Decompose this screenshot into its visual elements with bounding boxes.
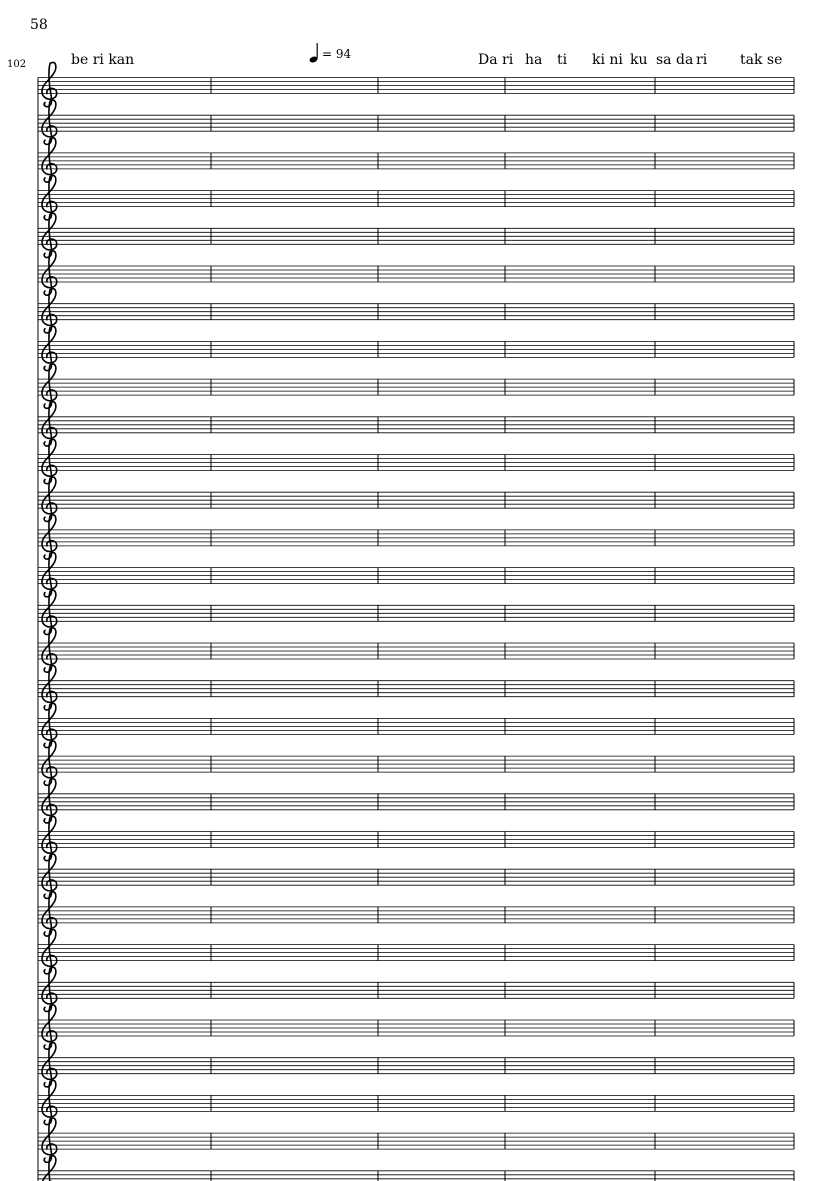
staff bbox=[38, 176, 794, 220]
staff bbox=[38, 892, 794, 936]
staff bbox=[38, 967, 794, 1011]
lyric-syllable: be ri kan bbox=[71, 52, 135, 68]
staff bbox=[38, 666, 794, 710]
staff bbox=[38, 364, 794, 408]
lyric-syllable: tak se bbox=[740, 52, 783, 68]
staff bbox=[38, 1118, 794, 1162]
measure-number: 102 bbox=[7, 59, 27, 70]
lyric-syllable: ku bbox=[630, 52, 648, 68]
staff bbox=[38, 326, 794, 370]
staff bbox=[38, 816, 794, 860]
staff bbox=[38, 553, 794, 597]
lyric-syllable: ri bbox=[696, 52, 708, 68]
lyric-syllable: sa da bbox=[656, 52, 694, 68]
lyric-syllable: ha bbox=[525, 52, 543, 68]
staff bbox=[38, 1156, 794, 1181]
staff bbox=[38, 779, 794, 823]
staff bbox=[38, 213, 794, 257]
staff bbox=[38, 289, 794, 333]
staff bbox=[38, 1080, 794, 1124]
staff bbox=[38, 515, 794, 559]
staff bbox=[38, 402, 794, 446]
staff bbox=[38, 930, 794, 974]
tempo-value: = 94 bbox=[322, 47, 352, 61]
staff bbox=[38, 62, 794, 106]
lyric-syllable: ti bbox=[557, 52, 568, 68]
staff bbox=[38, 100, 794, 144]
page-number: 58 bbox=[30, 17, 48, 33]
staff bbox=[38, 854, 794, 898]
staff bbox=[38, 590, 794, 634]
lyric-syllable: ki ni bbox=[592, 52, 623, 68]
staff bbox=[38, 1043, 794, 1087]
staff bbox=[38, 477, 794, 521]
lyric-syllable: Da ri bbox=[478, 52, 514, 68]
staff bbox=[38, 628, 794, 672]
staff bbox=[38, 703, 794, 747]
staff bbox=[38, 741, 794, 785]
staff bbox=[38, 439, 794, 483]
staff bbox=[38, 138, 794, 182]
staff bbox=[38, 251, 794, 295]
staff bbox=[38, 1005, 794, 1049]
